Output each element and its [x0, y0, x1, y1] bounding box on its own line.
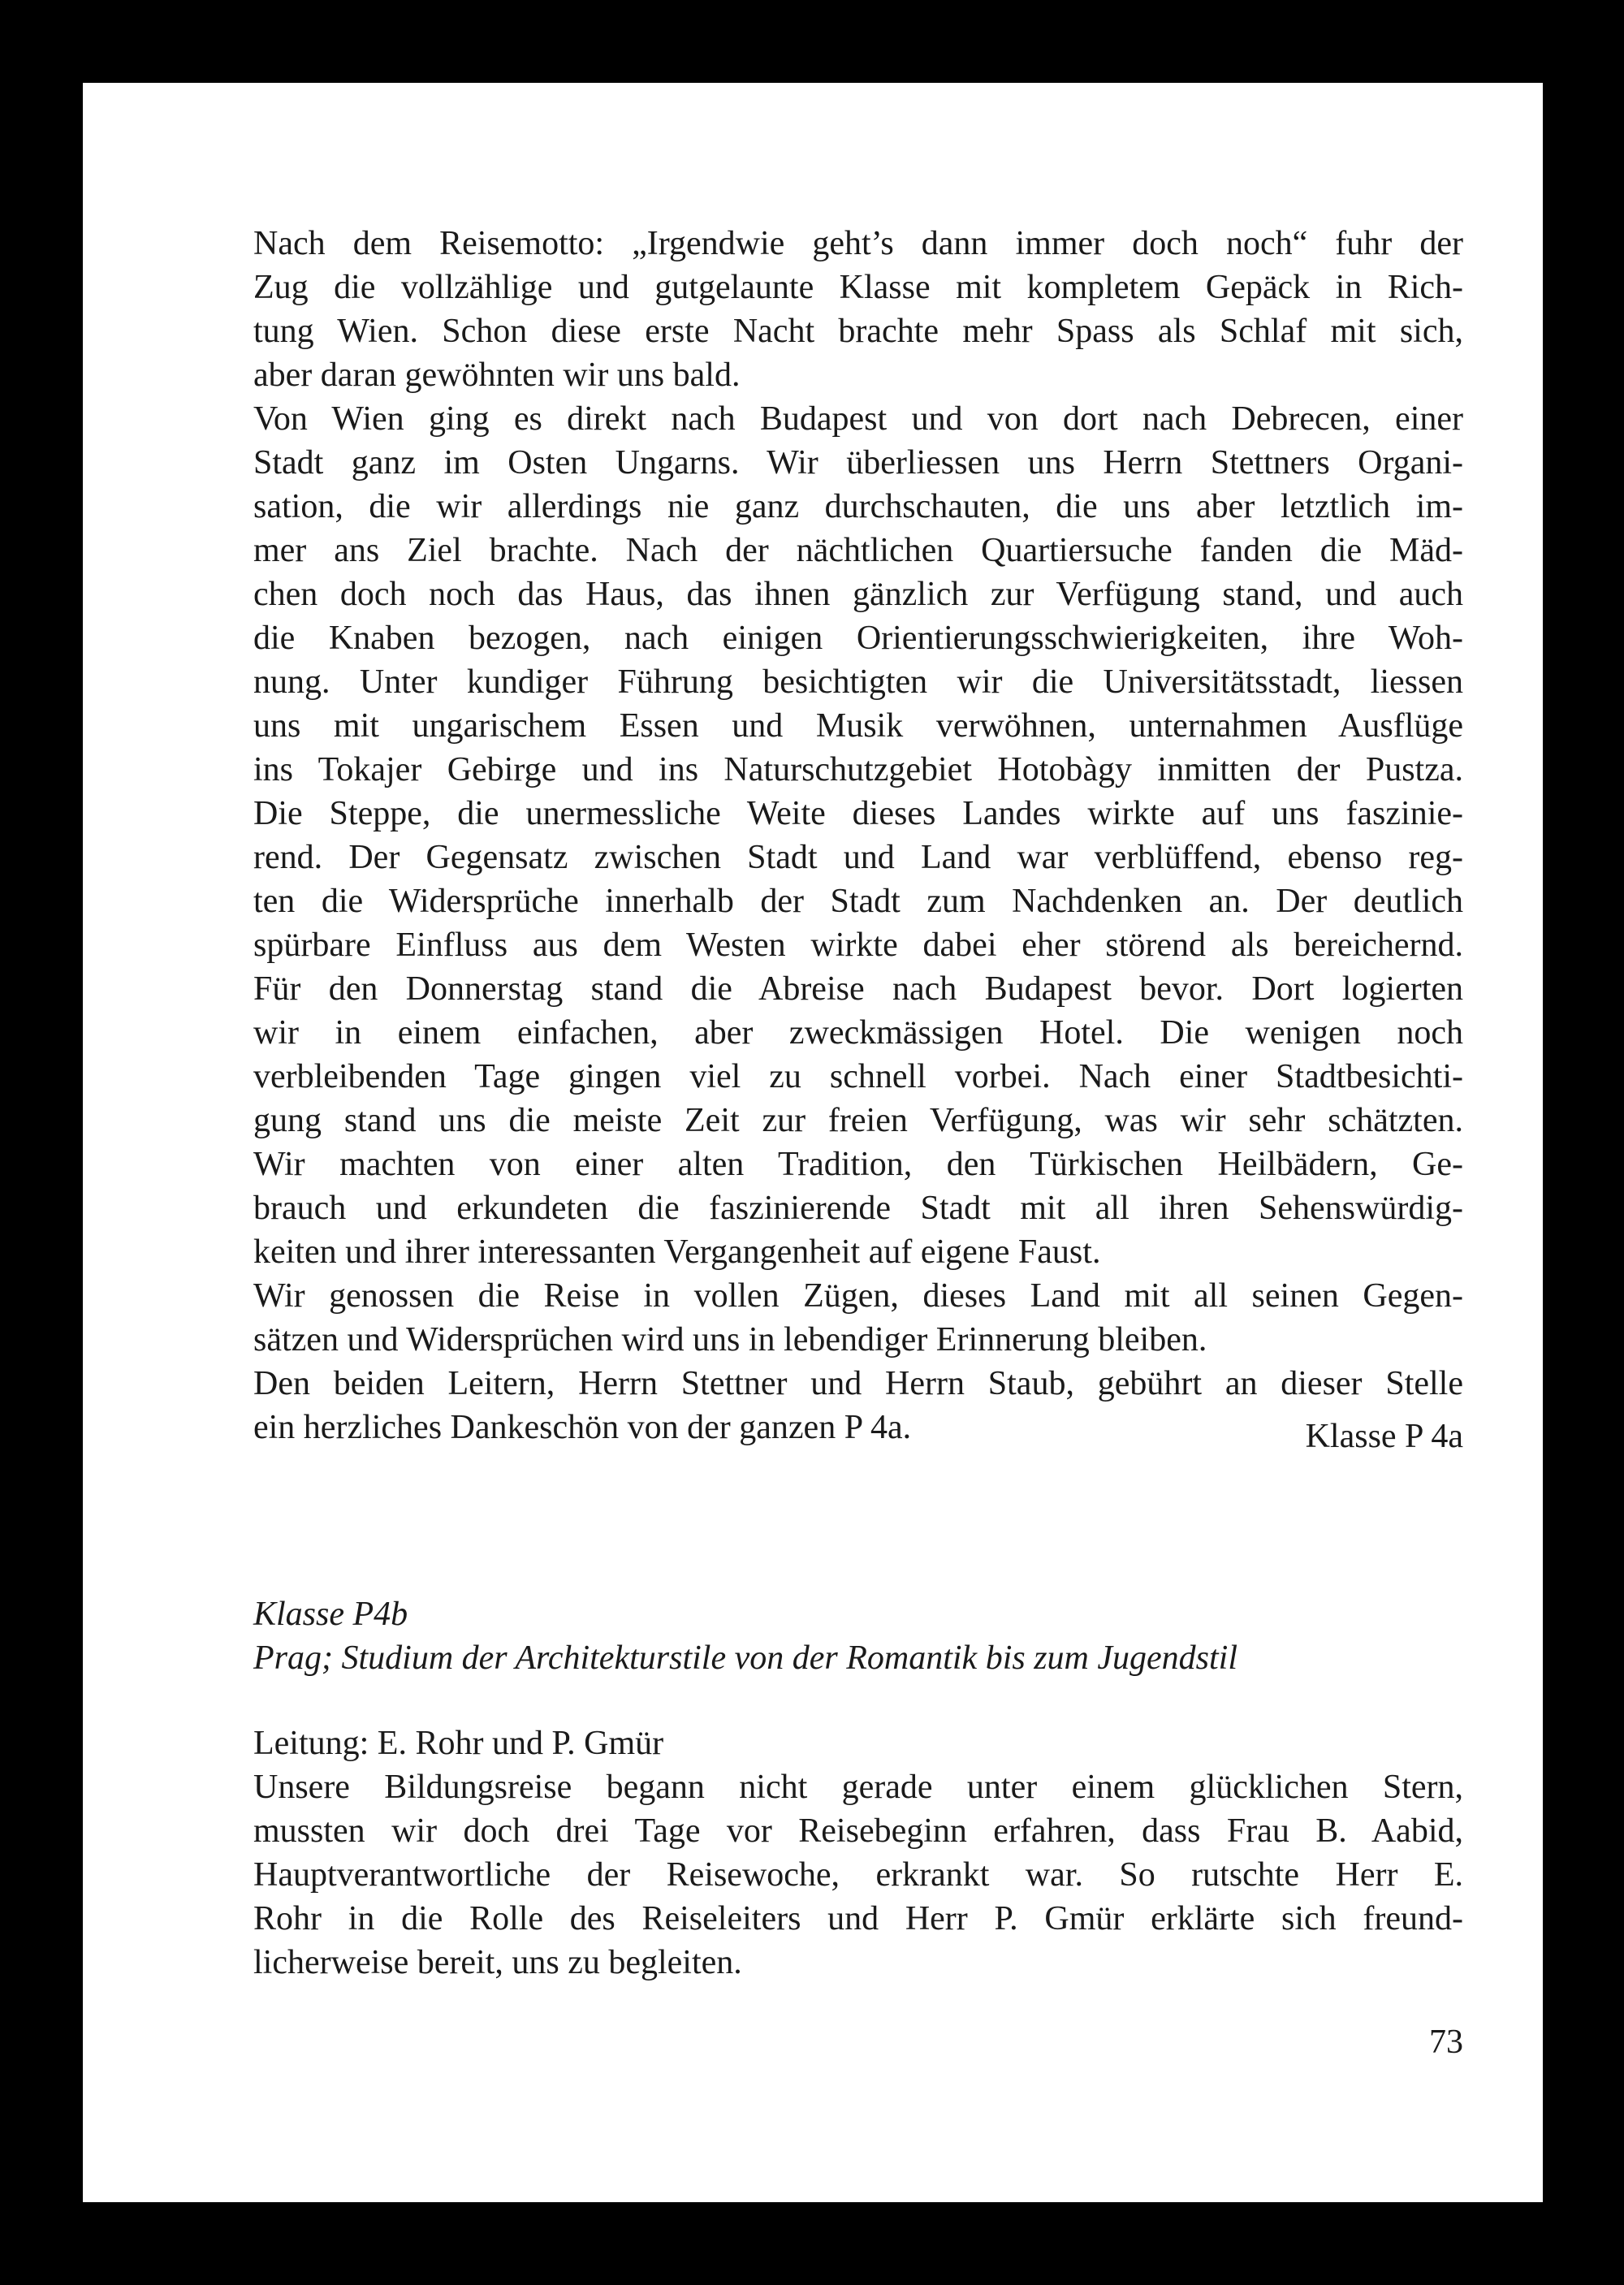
- text-line: Unsere Bildungsreise begann nicht gerade unter einem glücklichen Stern,: [253, 1769, 1463, 1806]
- text-line: brauch und erkundeten die faszinierende Stadt mit all ihren Sehenswürdig-: [253, 1190, 1463, 1227]
- text-line: mer ans Ziel brachte. Nach der nächtlichen Quartiersuche fanden die Mäd-: [253, 532, 1463, 569]
- text-line: die Knaben bezogen, nach einigen Orientierungsschwierigkeiten, ihre Woh-: [253, 620, 1463, 657]
- text-line: tung Wien. Schon diese erste Nacht brachte mehr Spass als Schlaf mit sich,: [253, 313, 1463, 350]
- text-line: nung. Unter kundiger Führung besichtigten wir die Universitätsstadt, liessen: [253, 663, 1463, 701]
- text-line: sation, die wir allerdings nie ganz durchschauten, die uns aber letztlich im-: [253, 488, 1463, 525]
- report-p4a-body: [253, 222, 1463, 1449]
- report-p4b-body: [253, 1721, 1463, 1985]
- text-line: sätzen und Widersprüchen wird uns in lebendiger Erinnerung bleiben.: [253, 1321, 1207, 1358]
- text-line: Wir genossen die Reise in vollen Zügen, dieses Land mit all seinen Gegen-: [253, 1277, 1463, 1315]
- report-p4a-signature: [253, 1415, 1463, 1458]
- text-line: chen doch noch das Haus, das ihnen gänzlich zur Verfügung stand, und auch: [253, 576, 1463, 613]
- text-line: Nach dem Reisemotto: „Irgendwie geht’s dann immer doch noch“ fuhr der: [253, 225, 1463, 262]
- text-line: licherweise bereit, uns zu begleiten.: [253, 1944, 742, 1981]
- text-line: Den beiden Leitern, Herrn Stettner und Herrn Staub, gebührt an dieser Stelle: [253, 1365, 1463, 1402]
- text-line: uns mit ungarischem Essen und Musik verwöhnen, unternahmen Ausflüge: [253, 707, 1463, 745]
- text-line: Stadt ganz im Osten Ungarns. Wir überliessen uns Herrn Stettners Organi-: [253, 444, 1463, 482]
- text-line: ein herzliches Dankeschön von der ganzen P 4a.: [253, 1409, 912, 1446]
- text-line: aber daran gewöhnten wir uns bald.: [253, 356, 741, 394]
- text-line: ten die Widersprüche innerhalb der Stadt zum Nachdenken an. Der deutlich: [253, 883, 1463, 920]
- text-line: ins Tokajer Gebirge und ins Naturschutzgebiet Hotobàgy inmitten der Pustza.: [253, 751, 1463, 788]
- text-line: Leitung: E. Rohr und P. Gmür: [253, 1725, 664, 1762]
- text-line: wir in einem einfachen, aber zweckmässigen Hotel. Die wenigen noch: [253, 1014, 1463, 1052]
- text-line: Die Steppe, die unermessliche Weite dieses Landes wirkte auf uns faszinie-: [253, 795, 1463, 832]
- text-line: gung stand uns die meiste Zeit zur freien Verfügung, was wir sehr schätzten.: [253, 1102, 1463, 1139]
- book-page: [83, 83, 1543, 2202]
- text-line: Rohr in die Rolle des Reiseleiters und Herr P. Gmür erklärte sich freund-: [253, 1900, 1463, 1937]
- page-number: 73: [1429, 2024, 1463, 2061]
- report-p4b-heading: [253, 1592, 1463, 1680]
- text-line: Hauptverantwortliche der Reisewoche, erkrankt war. So rutschte Herr E.: [253, 1856, 1463, 1894]
- text-line: keiten und ihrer interessanten Vergangenheit auf eigene Faust.: [253, 1233, 1101, 1271]
- text-line: Von Wien ging es direkt nach Budapest und von dort nach Debrecen, einer: [253, 400, 1463, 438]
- text-line: spürbare Einfluss aus dem Westen wirkte dabei eher störend als bereichernd.: [253, 927, 1463, 964]
- text-line: rend. Der Gegensatz zwischen Stadt und Land war verblüffend, ebenso reg-: [253, 839, 1463, 876]
- text-line: verbleibenden Tage gingen viel zu schnell vorbei. Nach einer Stadtbesichti-: [253, 1058, 1463, 1095]
- text-line: Zug die vollzählige und gutgelaunte Klasse mit kompletem Gepäck in Rich-: [253, 269, 1463, 306]
- text-line: Wir machten von einer alten Tradition, den Türkischen Heilbädern, Ge-: [253, 1146, 1463, 1183]
- signature-line: Klasse P 4a: [1305, 1418, 1463, 1455]
- text-line: mussten wir doch drei Tage vor Reisebeginn erfahren, dass Frau B. Aabid,: [253, 1812, 1463, 1850]
- trip-title: Prag; Studium der Architekturstile von der Romantik bis zum Jugendstil: [253, 1639, 1238, 1677]
- class-title: Klasse P4b: [253, 1596, 408, 1633]
- text-line: Für den Donnerstag stand die Abreise nach Budapest bevor. Dort logierten: [253, 970, 1463, 1008]
